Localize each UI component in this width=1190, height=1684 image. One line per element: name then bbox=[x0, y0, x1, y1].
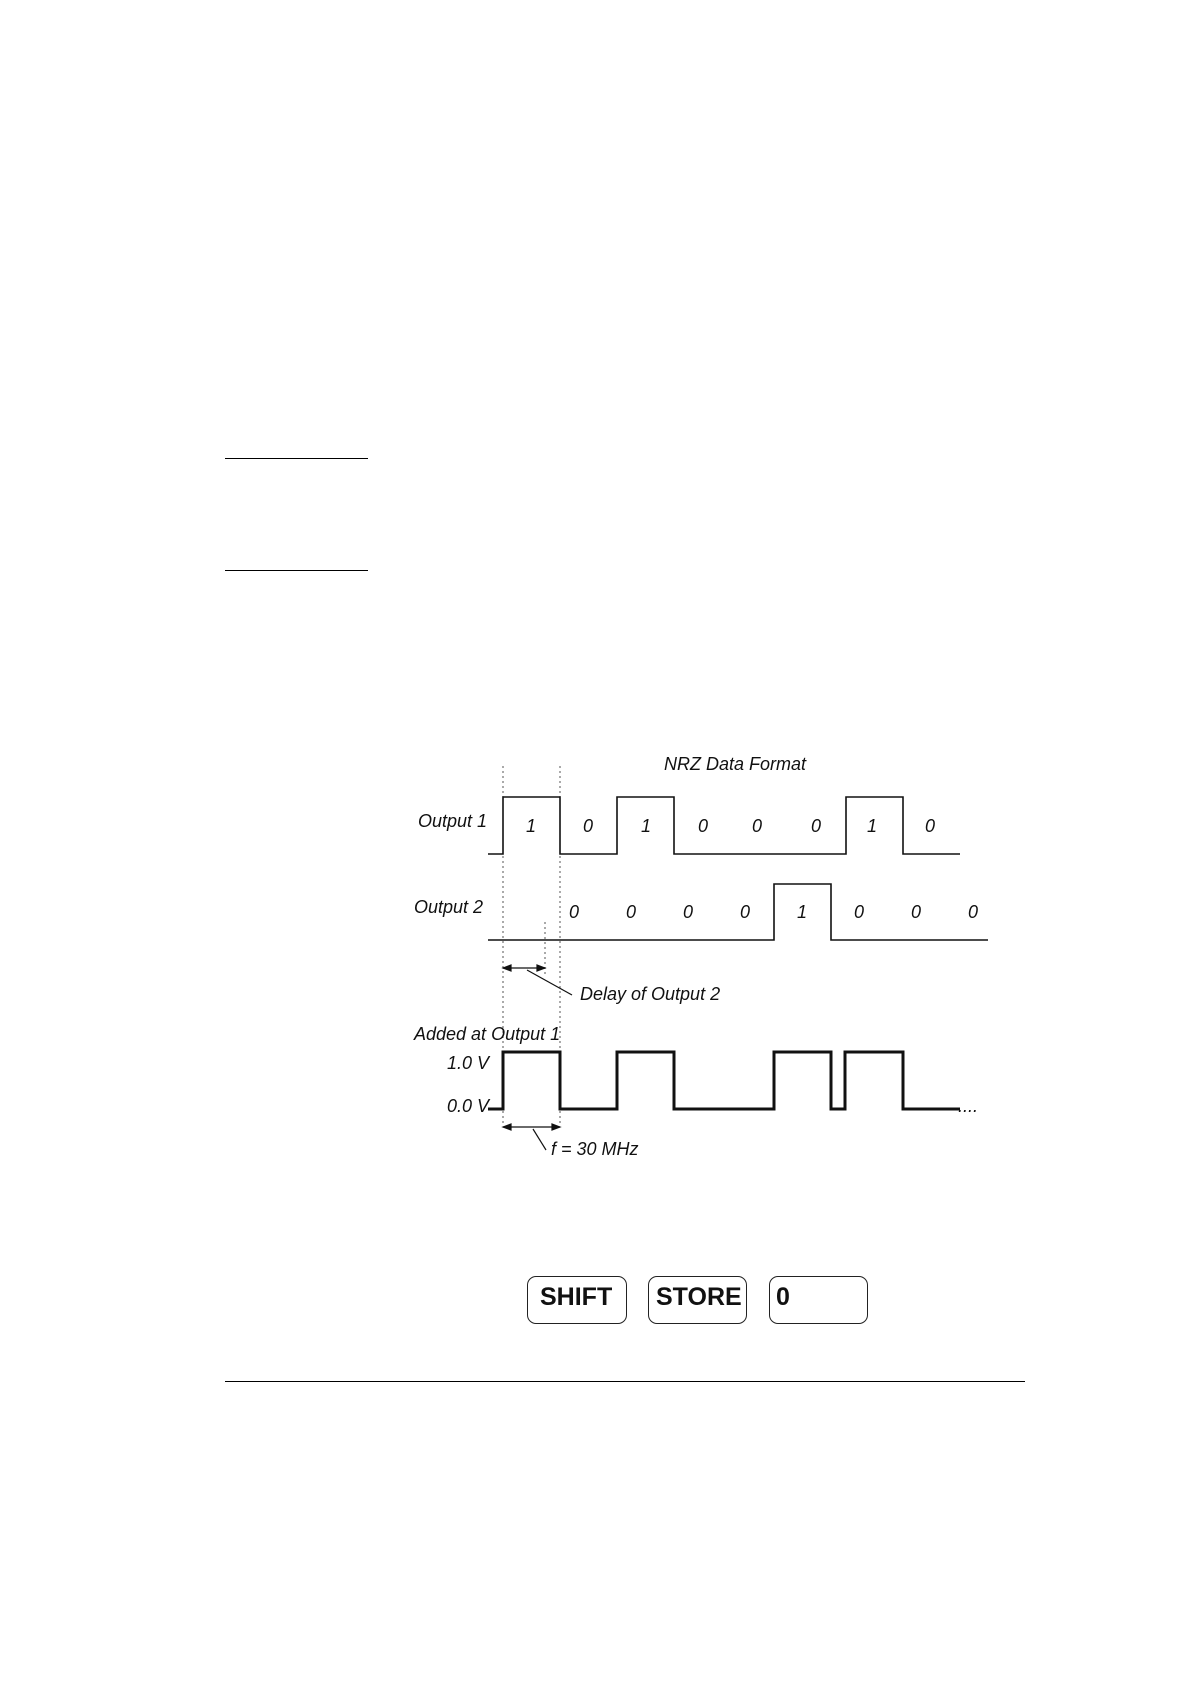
output1-bit: 0 bbox=[583, 816, 594, 836]
frequency-label: f = 30 MHz bbox=[551, 1139, 639, 1159]
output1-label: Output 1 bbox=[418, 811, 488, 831]
continuation-dots: .... bbox=[958, 1096, 979, 1116]
delay-dimension bbox=[503, 965, 572, 995]
zero-key-button[interactable]: 0 bbox=[769, 1276, 868, 1324]
frequency-leader-line bbox=[533, 1129, 546, 1150]
output1-waveform bbox=[488, 797, 960, 854]
output1-bit: 0 bbox=[698, 816, 709, 836]
low-level-label: 0.0 V bbox=[447, 1096, 490, 1116]
output2-label: Output 2 bbox=[414, 897, 484, 917]
output2-bit: 0 bbox=[854, 902, 865, 922]
arrowhead-left bbox=[503, 965, 511, 971]
output2-bit: 0 bbox=[683, 902, 694, 922]
output1-bit: 1 bbox=[641, 816, 652, 836]
output1-bit: 0 bbox=[752, 816, 763, 836]
output2-bit: 0 bbox=[569, 902, 580, 922]
delay-label: Delay of Output 2 bbox=[580, 984, 721, 1004]
delay-leader-line bbox=[527, 970, 572, 995]
arrowhead-left bbox=[503, 1124, 511, 1130]
output1-bit: 1 bbox=[526, 816, 537, 836]
output2-bit: 0 bbox=[740, 902, 751, 922]
sum-waveform bbox=[488, 1052, 960, 1109]
output2-bit: 0 bbox=[911, 902, 922, 922]
output1-bit: 0 bbox=[811, 816, 822, 836]
output2-bit: 1 bbox=[797, 902, 808, 922]
output2-bit: 0 bbox=[968, 902, 979, 922]
high-level-label: 1.0 V bbox=[447, 1053, 490, 1073]
arrowhead-right bbox=[552, 1124, 560, 1130]
output2-bit: 0 bbox=[626, 902, 637, 922]
arrowhead-right bbox=[537, 965, 545, 971]
output1-bit: 0 bbox=[925, 816, 936, 836]
page-footer-rule bbox=[225, 1381, 1025, 1382]
output1-bits bbox=[526, 816, 935, 836]
sum-label: Added at Output 1 bbox=[414, 1024, 561, 1044]
store-key-button[interactable]: STORE bbox=[648, 1276, 747, 1324]
output1-bit: 1 bbox=[867, 816, 878, 836]
diagram-title: NRZ Data Format bbox=[664, 754, 807, 774]
shift-key-button[interactable]: SHIFT bbox=[527, 1276, 627, 1324]
